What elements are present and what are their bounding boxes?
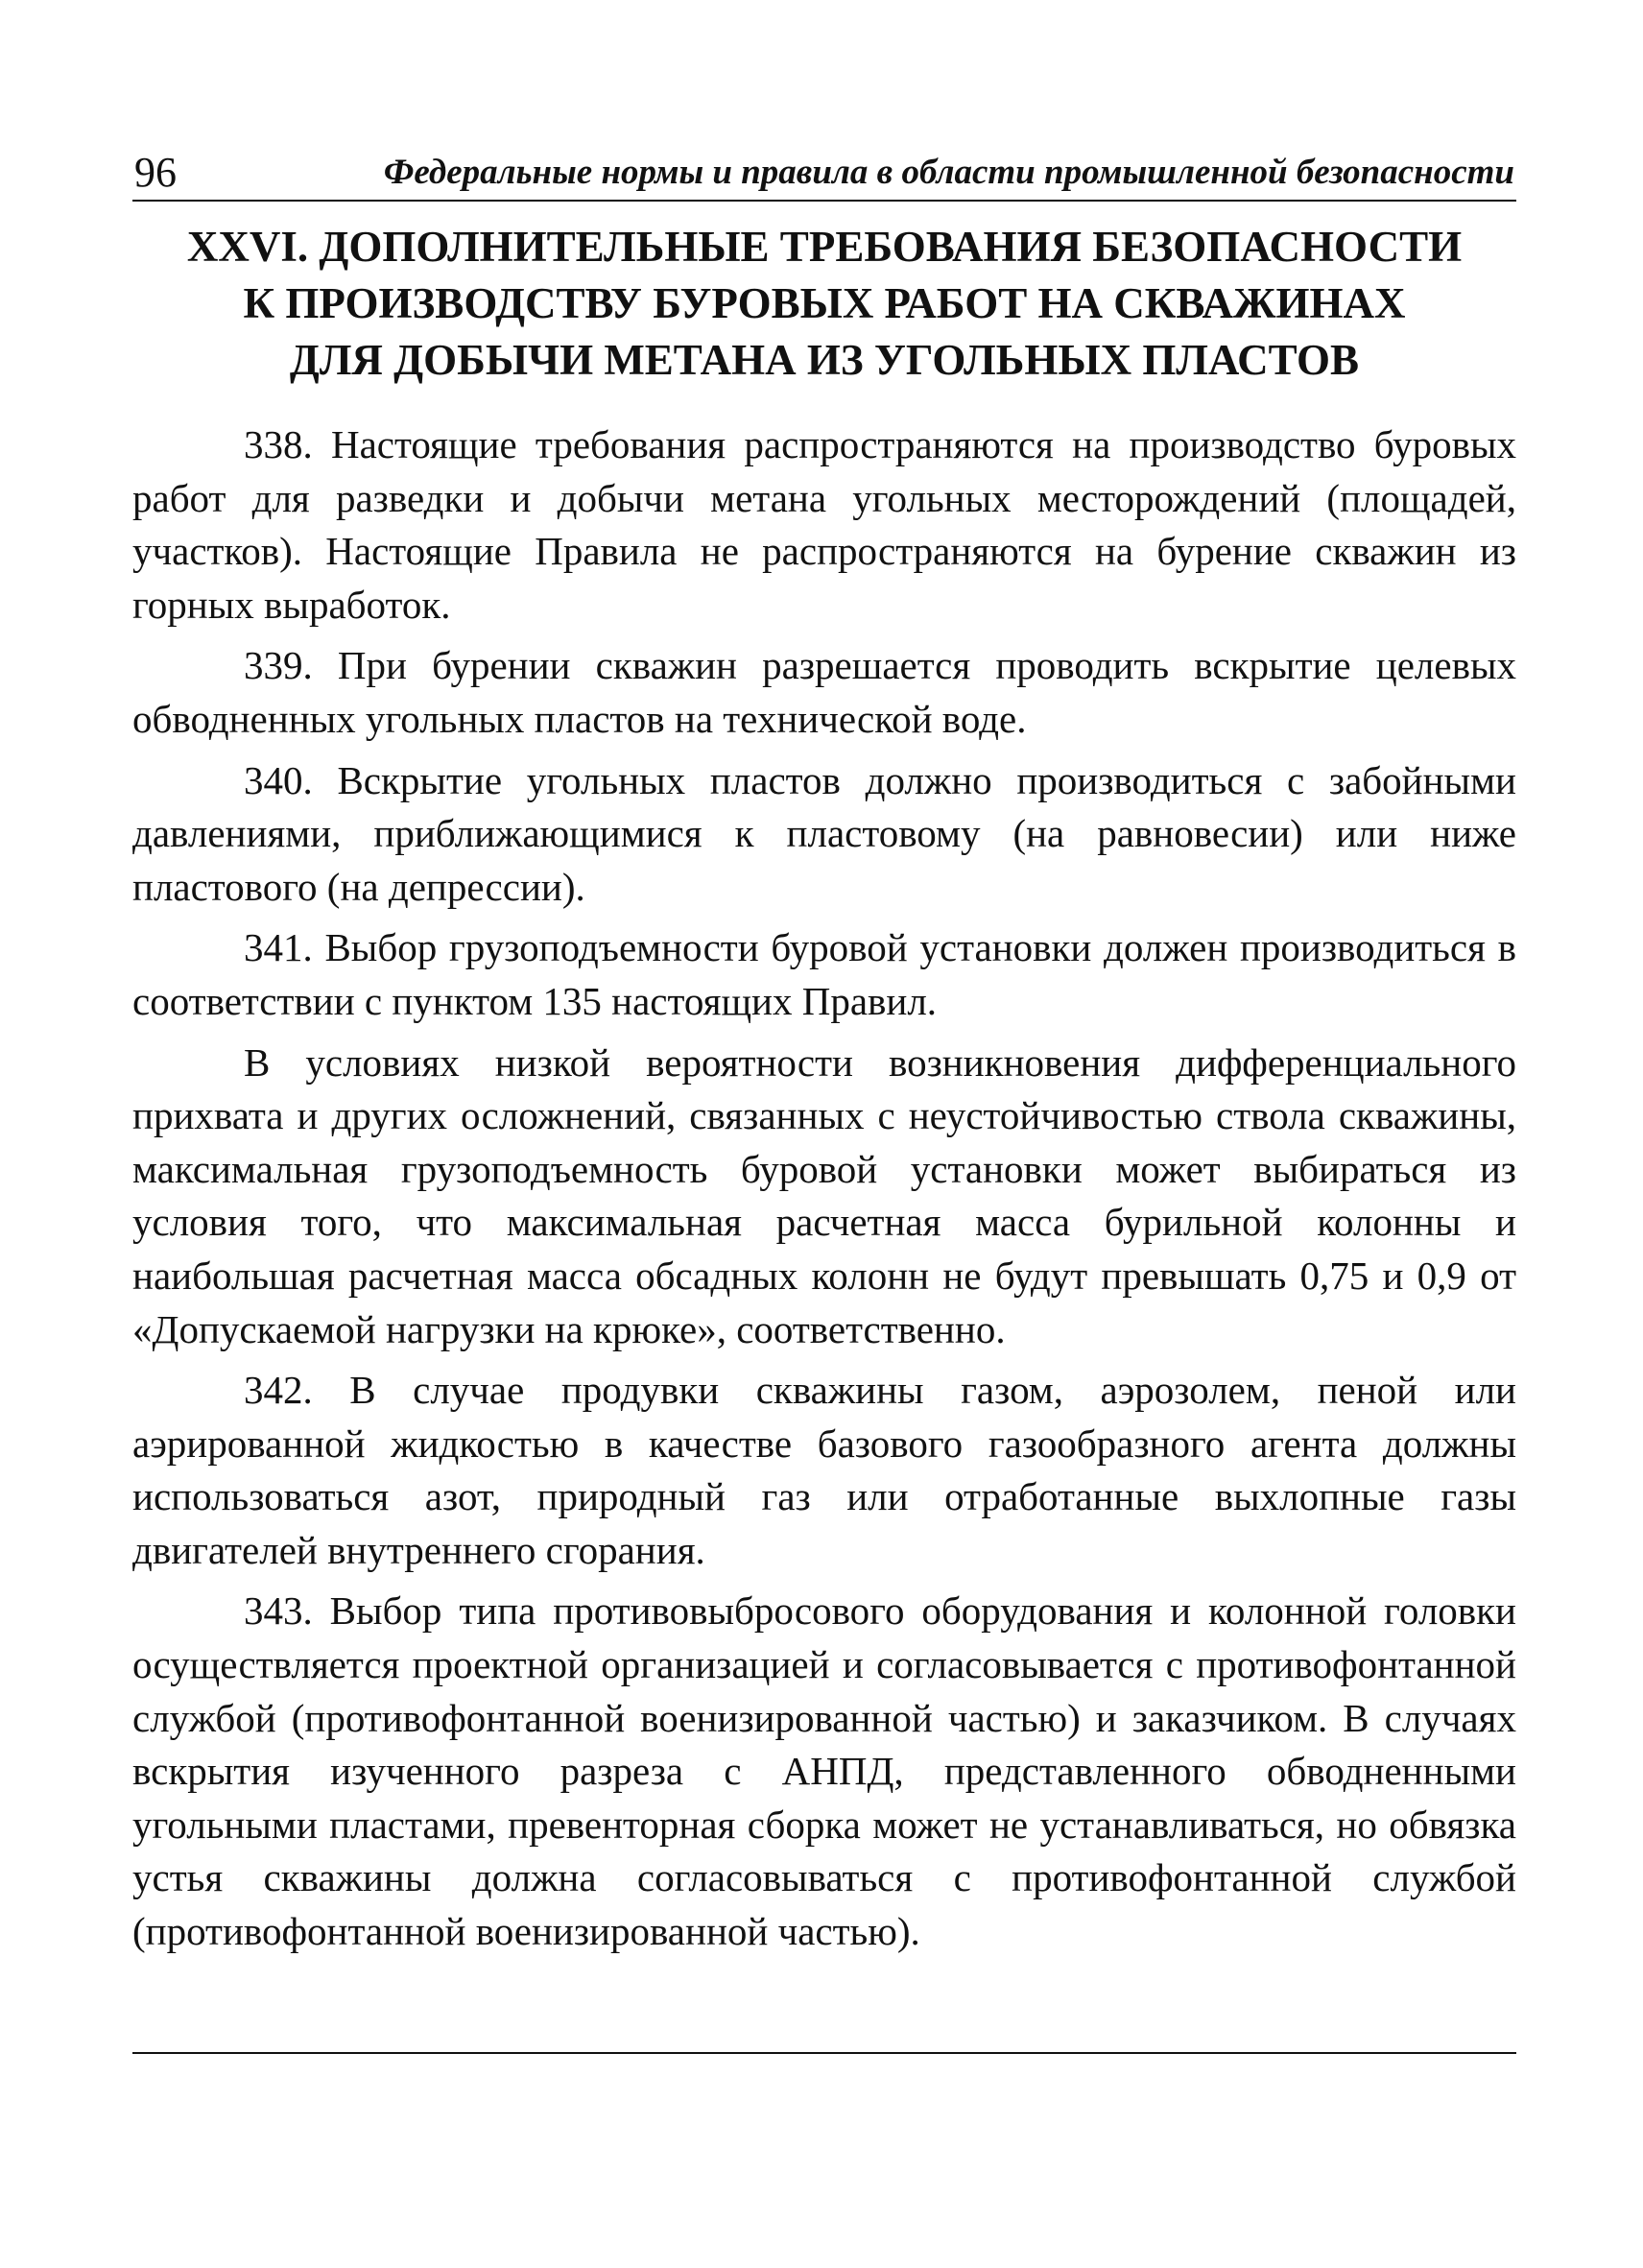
paragraph-340: 340. Вскрытие угольных пластов должно производиться с забойными давлениями, приближающимися к пластовому (на равновесии) или ниже пластового (на депрессии). [132,757,1516,909]
page-number: 96 [134,149,177,196]
section-heading-line: ДЛЯ ДОБЫЧИ МЕТАНА ИЗ УГОЛЬНЫХ ПЛАСТОВ [289,336,1360,384]
paragraph-343: 343. Выбор типа противовыбросового оборудования и колонной головки осуществляется проектной организацией и согласовывается с противофонтанной службой (противофонтанной военизированной частью) и заказчиком. В случаях вскрытия изученного разреза с АНПД, представленного обводненными угольными пластами, превенторная сборка может не устанавливаться, но обвязка устья скважины должна согласовываться с противофонтанной службой (противофонтанной военизированной частью). [132,1588,1516,1954]
running-header [132,144,1516,202]
section-heading-line: XXVI. ДОПОЛНИТЕЛЬНЫЕ ТРЕБОВАНИЯ БЕЗОПАСНОСТИ [186,223,1463,271]
document-page [132,0,1516,2268]
paragraph-338: 338. Настоящие требования распространяются на производство буровых работ для разведки и добычи метана угольных месторождений (площадей, участков). Настоящие Правила не распространяются на бурение скважин из горных выработок. [132,422,1516,627]
section-heading-line: К ПРОИЗВОДСТВУ БУРОВЫХ РАБОТ НА СКВАЖИНАХ [243,279,1406,327]
running-header-title: Федеральные нормы и правила в области промышленной безопасности [383,153,1514,192]
paragraph-342: 342. В случае продувки скважины газом, аэрозолем, пеной или аэрированной жидкостью в качестве базового газообразного агента должны использоваться азот, природный газ или отработанные выхлопные газы двигателей внутреннего сгорания. [132,1368,1516,1572]
section-heading [132,219,1516,389]
paragraph-341-continued: В условиях низкой вероятности возникновения дифференциального прихвата и других осложнений, связанных с неустойчивостью ствола скважины, максимальная грузоподъемность буровой установки может выбираться из условия того, что максимальная расчетная масса бурильной колонны и наибольшая расчетная масса обсадных колонн не будут превышать 0,75 и 0,9 от «Допускаемой нагрузки на крюке», соответственно. [132,1039,1516,1351]
paragraph-339: 339. При бурении скважин разрешается проводить вскрытие целевых обводненных угольных пластов на технической воде. [132,643,1516,741]
paragraph-341: 341. Выбор грузоподъемности буровой установки должен производиться в соответствии с пунктом 135 настоящих Правил. [132,925,1516,1023]
body-text [132,418,1516,1967]
bottom-divider [132,2052,1516,2054]
